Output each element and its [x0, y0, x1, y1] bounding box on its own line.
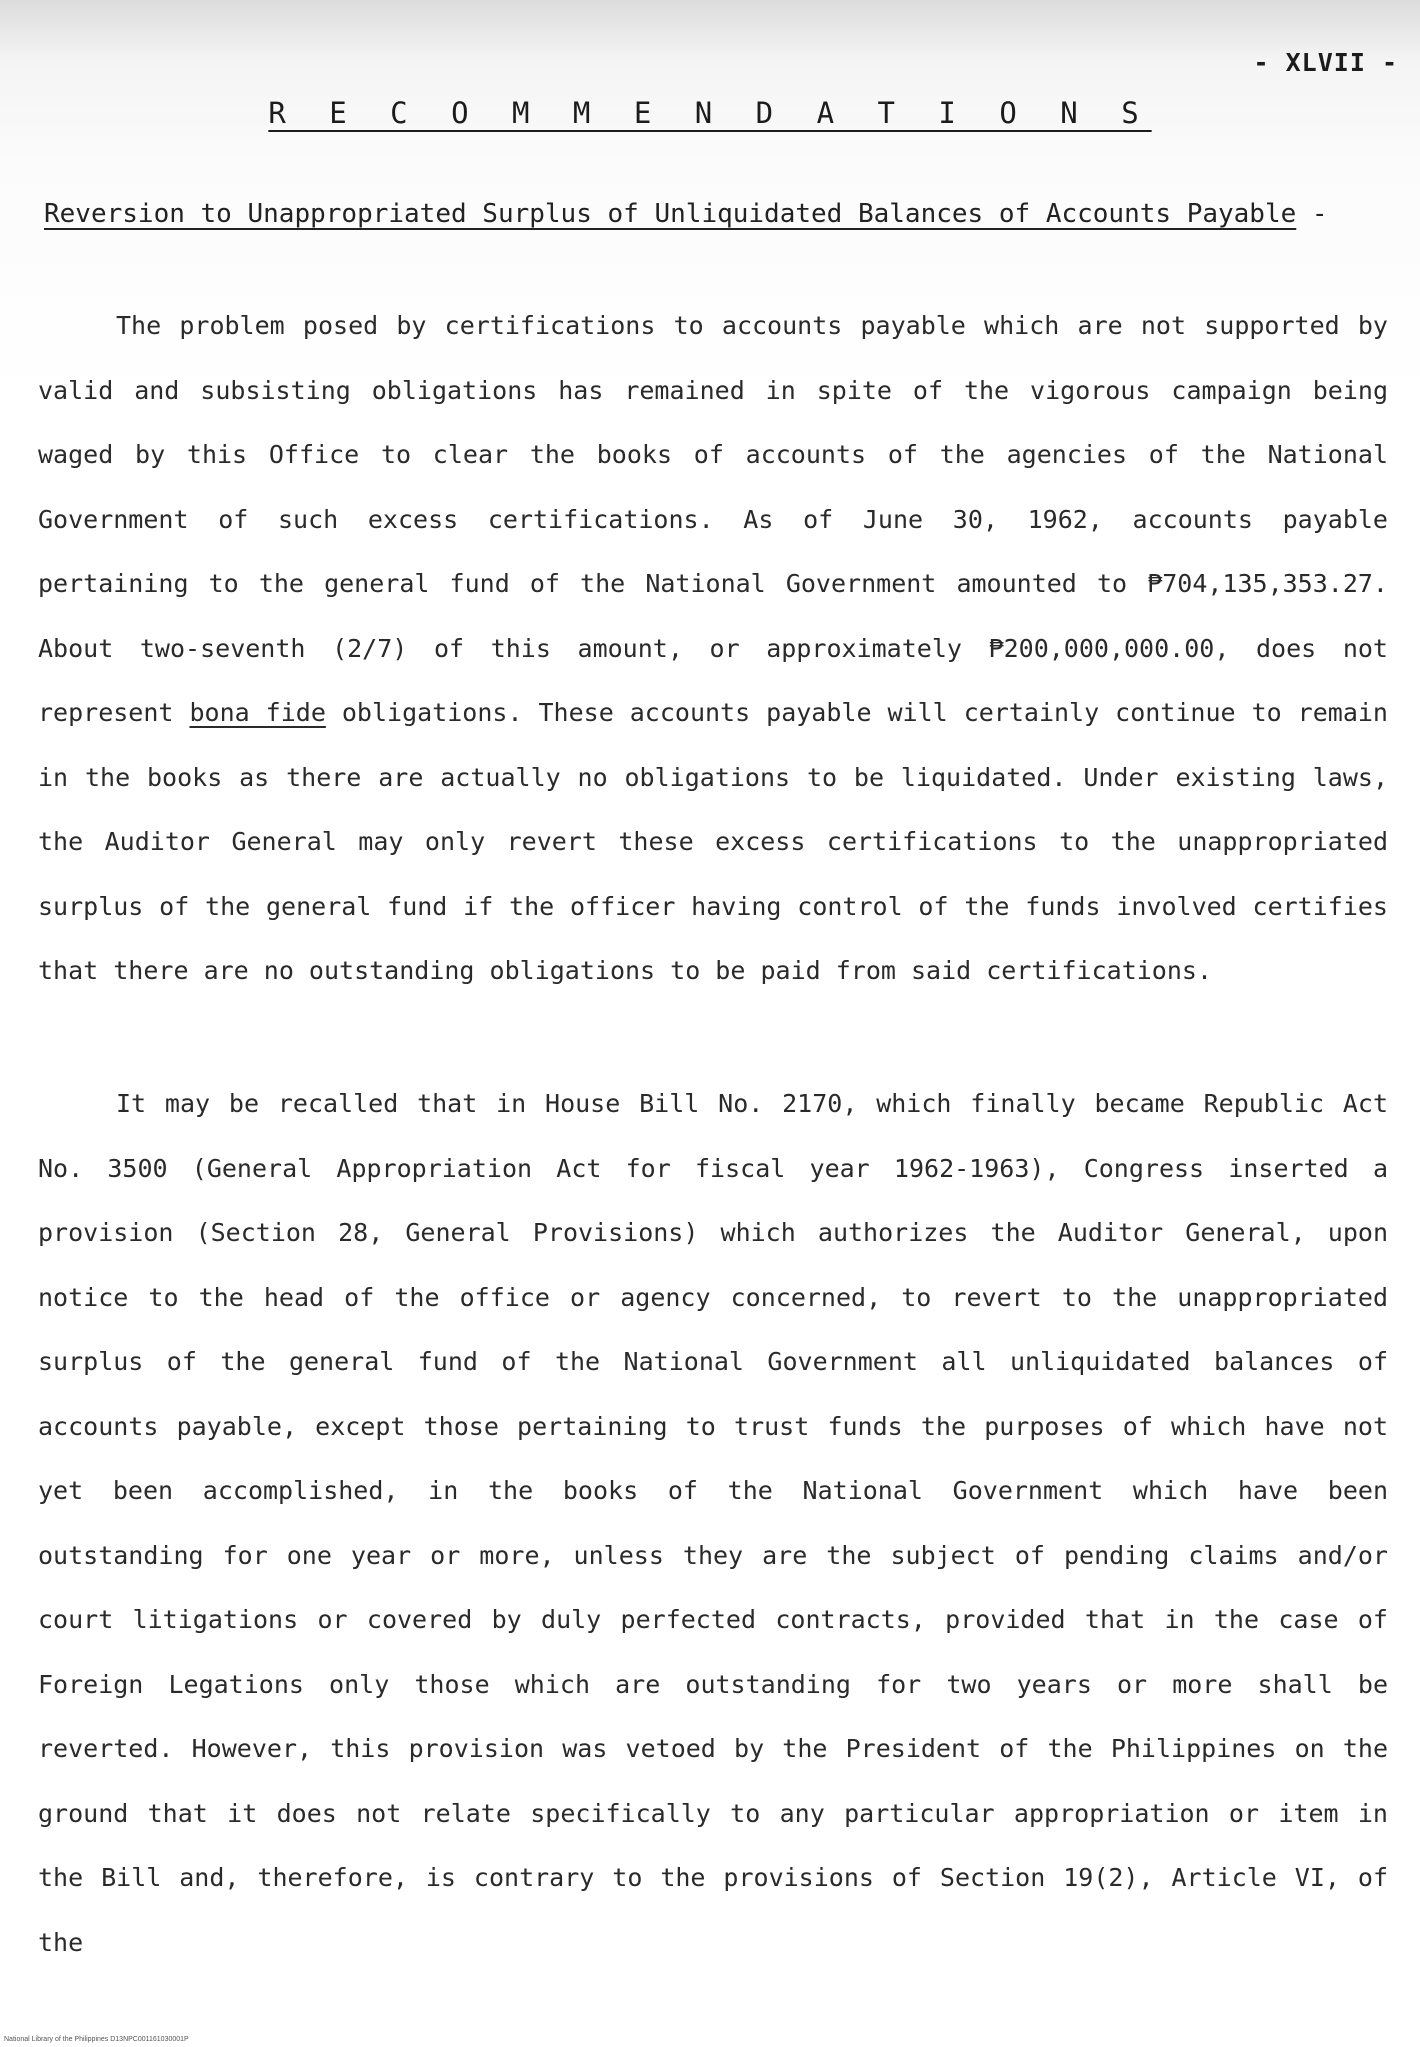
- paragraph-1: [38, 294, 1388, 1004]
- archive-footer: National Library of the Philippines D13NPC001161030001P: [4, 2036, 189, 2043]
- paragraph-1-text-a: The problem posed by certifications to accounts payable which are not supported by valid and subsisting obligations has remained in spite of the vigorous campaign being waged by this Office to clear the books of accounts of the agencies of the National Government of such excess certifications. As of June 30, 1962, accounts payable pertaining to the general fund of the National Government amounted to ₱704,135,353.27. About two-seventh (2/7) of this amount, or approximately ₱200,000,000.00, does not represent: [38, 311, 1388, 727]
- section-heading-dash: -: [1311, 199, 1328, 229]
- paragraph-2: It may be recalled that in House Bill No. 2170, which finally became Republic Act No. 3500 (General Appropriation Act for fiscal year 1962-1963), Congress inserted a provision (Section 28, General Provisions) which authorizes the Auditor General, upon notice to the head of the office or agency concerned, to revert to the unappropriated surplus of the general fund of the National Government all unliquidated balances of accounts payable, except those pertaining to trust funds the purposes of which have not yet been accomplished, in the books of the National Government which have been outstanding for one year or more, unless they are the subject of pending claims and/or court litigations or covered by duly perfected contracts, provided that in the case of Foreign Legations only those which are outstanding for two years or more shall be reverted. However, this provision was vetoed by the President of the Philippines on the ground that it does not relate specifically to any particular appropriation or item in the Bill and, therefore, is contrary to the provisions of Section 19(2), Article VI, of the: [38, 1089, 1388, 1957]
- section-heading: [44, 182, 1384, 246]
- paragraph-1-emphasis: bona fide: [189, 698, 326, 727]
- section-heading-title: Reversion to Unappropriated Surplus of Unliquidated Balances of Accounts Payable: [44, 199, 1297, 229]
- page-number: - XLVII -: [1253, 48, 1398, 77]
- page-title: R E C O M M E N D A T I O N S: [268, 96, 1152, 130]
- paragraph-1-text-b: obligations. These accounts payable will certainly continue to remain in the books as there are actually no obligations to be liquidated. Under existing laws, the Auditor General may only revert these excess certifications to the unappropriated surplus of the general fund if the officer having control of the funds involved certifies that there are no outstanding obligations to be paid from said certifications.: [38, 698, 1388, 985]
